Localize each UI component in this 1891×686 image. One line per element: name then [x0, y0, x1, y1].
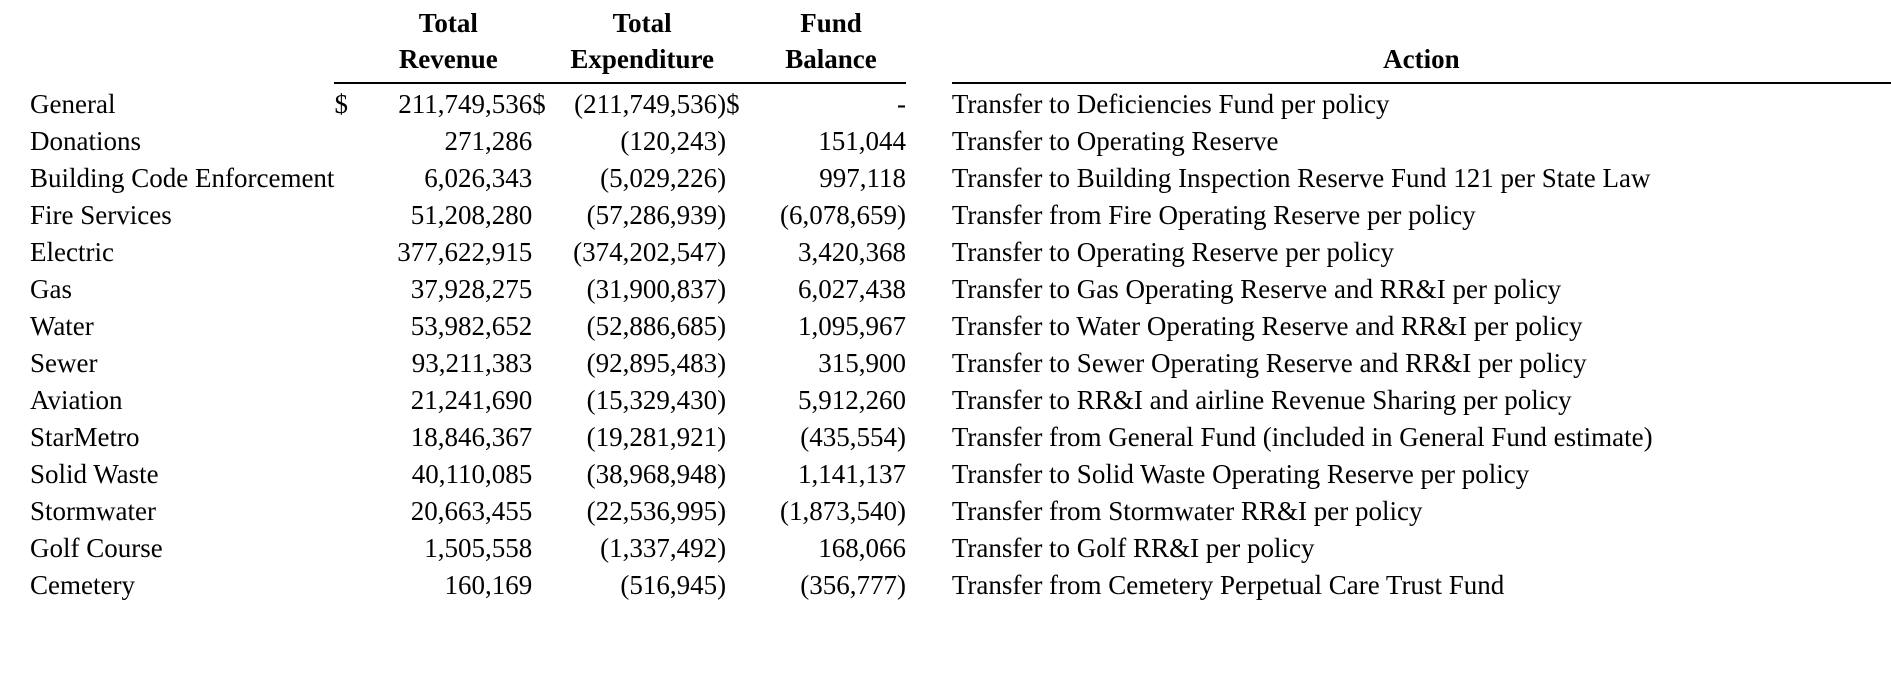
- header-fund-balance-line1: Fund: [800, 8, 862, 39]
- row-total-revenue: 20,663,455: [410, 496, 533, 527]
- row-balance-currency: [726, 491, 756, 528]
- header-fund-blank-2: [30, 40, 334, 76]
- row-fund-name: StarMetro: [30, 422, 140, 453]
- table-row: [30, 565, 1891, 602]
- row-total-revenue: 40,110,085: [411, 459, 533, 490]
- rule-expenditure: [558, 76, 726, 83]
- row-expenditure-currency: [532, 491, 558, 528]
- table-row: [30, 528, 1891, 565]
- row-total-expenditure: (92,895,483): [586, 348, 727, 379]
- table-row: [30, 417, 1891, 454]
- row-fund-name: Gas: [30, 274, 72, 305]
- header-total-expenditure-line1: Total: [612, 8, 672, 39]
- header-total-revenue-line1: Total: [418, 8, 478, 39]
- row-total-expenditure: (5,029,226): [600, 163, 727, 194]
- rule-revenue-currency: [334, 76, 364, 83]
- header-spacer-2: [906, 40, 952, 76]
- table-row: [30, 83, 1891, 121]
- row-action: Transfer to Building Inspection Reserve Fund 121 per State Law: [951, 163, 1651, 194]
- row-total-expenditure: (19,281,921): [586, 422, 727, 453]
- header-revenue-currency-blank: [334, 4, 364, 40]
- header-row-line1: [30, 4, 1891, 40]
- row-fund-balance: (6,078,659): [780, 200, 906, 231]
- row-balance-currency: [726, 158, 756, 195]
- row-revenue-currency: [334, 195, 364, 232]
- row-action: Transfer from Cemetery Perpetual Care Trust Fund: [951, 570, 1505, 601]
- row-fund-balance: (1,873,540): [780, 496, 906, 527]
- row-total-expenditure: (22,536,995): [586, 496, 727, 527]
- fund-balance-table: [30, 4, 1891, 602]
- row-total-revenue: 211,749,536: [398, 89, 533, 120]
- header-action: Action: [1383, 44, 1460, 75]
- row-total-expenditure: (1,337,492): [600, 533, 727, 564]
- row-revenue-currency: [334, 232, 364, 269]
- row-spacer: [906, 83, 952, 121]
- row-expenditure-currency: $: [532, 89, 546, 120]
- row-balance-currency: [726, 232, 756, 269]
- header-revenue-currency-blank-2: [334, 40, 364, 76]
- row-action: Transfer to Solid Waste Operating Reserve per policy: [951, 459, 1530, 490]
- row-total-expenditure: (120,243): [620, 126, 727, 157]
- header-action-blank: [952, 4, 1891, 40]
- row-total-revenue: 271,286: [444, 126, 533, 157]
- row-total-expenditure: (38,968,948): [586, 459, 727, 490]
- row-revenue-currency: [334, 158, 364, 195]
- row-fund-balance: (356,777): [800, 570, 906, 601]
- row-balance-currency: $: [726, 89, 740, 120]
- row-fund-balance: 315,900: [818, 348, 906, 379]
- row-total-expenditure: (31,900,837): [586, 274, 727, 305]
- row-expenditure-currency: [532, 306, 558, 343]
- rule-action: [952, 76, 1891, 83]
- row-spacer: [906, 454, 952, 491]
- rule-balance-currency: [726, 76, 756, 83]
- row-fund-name: General: [30, 89, 116, 120]
- row-fund-balance: 997,118: [819, 163, 906, 194]
- row-total-expenditure: (15,329,430): [586, 385, 727, 416]
- row-total-expenditure: (57,286,939): [586, 200, 727, 231]
- header-expenditure-currency-blank-2: [532, 40, 558, 76]
- table-row: [30, 158, 1891, 195]
- row-spacer: [906, 528, 952, 565]
- row-revenue-currency: [334, 491, 364, 528]
- header-total-expenditure-line2: Expenditure: [570, 44, 714, 75]
- rule-gap-spacer: [906, 76, 952, 83]
- row-spacer: [906, 269, 952, 306]
- row-action: Transfer from Stormwater RR&I per policy: [951, 496, 1423, 527]
- row-expenditure-currency: [532, 343, 558, 380]
- row-balance-currency: [726, 528, 756, 565]
- row-fund-balance: 1,095,967: [797, 311, 906, 342]
- row-fund-name: Fire Services: [30, 200, 172, 231]
- rule-expenditure-currency: [532, 76, 558, 83]
- row-balance-currency: [726, 417, 756, 454]
- row-expenditure-currency: [532, 195, 558, 232]
- row-spacer: [906, 565, 952, 602]
- row-fund-balance: 6,027,438: [797, 274, 906, 305]
- row-expenditure-currency: [532, 158, 558, 195]
- table-row: [30, 121, 1891, 158]
- table-row: [30, 491, 1891, 528]
- header-total-revenue-line2: Revenue: [398, 44, 498, 75]
- row-spacer: [906, 195, 952, 232]
- table-row: [30, 232, 1891, 269]
- row-spacer: [906, 158, 952, 195]
- row-fund-name: Stormwater: [30, 496, 156, 527]
- row-expenditure-currency: [532, 454, 558, 491]
- row-fund-name: Cemetery: [30, 570, 135, 601]
- row-revenue-currency: [334, 306, 364, 343]
- row-fund-name: Donations: [30, 126, 141, 157]
- row-fund-name: Electric: [30, 237, 114, 268]
- header-rule-row: [30, 76, 1891, 83]
- row-revenue-currency: [334, 269, 364, 306]
- row-total-expenditure: (516,945): [620, 570, 727, 601]
- row-action: Transfer from Fire Operating Reserve per policy: [951, 200, 1476, 231]
- table-body: [30, 4, 1891, 602]
- table-row: [30, 343, 1891, 380]
- row-total-revenue: 37,928,275: [410, 274, 533, 305]
- document-page: [0, 4, 1891, 686]
- row-fund-name: Water: [30, 311, 94, 342]
- row-expenditure-currency: [532, 565, 558, 602]
- row-balance-currency: [726, 195, 756, 232]
- row-fund-balance: 5,912,260: [797, 385, 906, 416]
- row-total-expenditure: (374,202,547): [573, 237, 727, 268]
- row-revenue-currency: [334, 454, 364, 491]
- table-row: [30, 269, 1891, 306]
- row-total-revenue: 18,846,367: [410, 422, 533, 453]
- row-total-revenue: 377,622,915: [397, 237, 533, 268]
- row-fund-balance: 1,141,137: [797, 459, 906, 490]
- row-fund-balance: -: [896, 89, 906, 120]
- row-spacer: [906, 232, 952, 269]
- row-balance-currency: [726, 121, 756, 158]
- row-fund-name: Golf Course: [30, 533, 163, 564]
- row-fund-balance: 168,066: [818, 533, 906, 564]
- row-total-revenue: 160,169: [444, 570, 533, 601]
- row-total-revenue: 21,241,690: [410, 385, 533, 416]
- row-action: Transfer from General Fund (included in General Fund estimate): [951, 422, 1653, 453]
- row-balance-currency: [726, 565, 756, 602]
- row-balance-currency: [726, 306, 756, 343]
- row-spacer: [906, 306, 952, 343]
- row-revenue-currency: $: [334, 89, 348, 120]
- row-expenditure-currency: [532, 528, 558, 565]
- row-total-revenue: 6,026,343: [424, 163, 533, 194]
- row-fund-balance: 3,420,368: [797, 237, 906, 268]
- row-fund-name: Sewer: [30, 348, 98, 379]
- header-fund-balance-line2: Balance: [785, 44, 877, 75]
- table-row: [30, 380, 1891, 417]
- row-fund-balance: (435,554): [800, 422, 906, 453]
- header-balance-currency-blank: [726, 4, 756, 40]
- row-expenditure-currency: [532, 232, 558, 269]
- row-action: Transfer to RR&I and airline Revenue Sharing per policy: [951, 385, 1572, 416]
- row-revenue-currency: [334, 121, 364, 158]
- rule-balance: [756, 76, 906, 83]
- row-balance-currency: [726, 269, 756, 306]
- header-row-line2: [30, 40, 1891, 76]
- row-spacer: [906, 343, 952, 380]
- row-total-revenue: 51,208,280: [410, 200, 533, 231]
- row-fund-balance: 151,044: [818, 126, 906, 157]
- row-expenditure-currency: [532, 269, 558, 306]
- row-action: Transfer to Deficiencies Fund per policy: [951, 89, 1390, 120]
- row-spacer: [906, 491, 952, 528]
- row-revenue-currency: [334, 343, 364, 380]
- row-revenue-currency: [334, 528, 364, 565]
- row-action: Transfer to Sewer Operating Reserve and RR&I per policy: [951, 348, 1587, 379]
- row-spacer: [906, 380, 952, 417]
- row-total-revenue: 53,982,652: [410, 311, 533, 342]
- row-revenue-currency: [334, 417, 364, 454]
- row-action: Transfer to Gas Operating Reserve and RR&I per policy: [951, 274, 1562, 305]
- row-total-expenditure: (211,749,536): [574, 89, 727, 120]
- table-row: [30, 454, 1891, 491]
- table-row: [30, 306, 1891, 343]
- row-action: Transfer to Operating Reserve per policy: [951, 237, 1394, 268]
- header-balance-currency-blank-2: [726, 40, 756, 76]
- row-expenditure-currency: [532, 380, 558, 417]
- row-total-expenditure: (52,886,685): [586, 311, 727, 342]
- row-action: Transfer to Golf RR&I per policy: [951, 533, 1315, 564]
- row-total-revenue: 93,211,383: [411, 348, 533, 379]
- row-action: Transfer to Operating Reserve: [951, 126, 1279, 157]
- row-total-revenue: 1,505,558: [424, 533, 533, 564]
- table-row: [30, 195, 1891, 232]
- row-revenue-currency: [334, 380, 364, 417]
- rule-gap-name: [30, 76, 334, 83]
- row-balance-currency: [726, 454, 756, 491]
- row-spacer: [906, 121, 952, 158]
- row-balance-currency: [726, 380, 756, 417]
- header-spacer-1: [906, 4, 952, 40]
- row-revenue-currency: [334, 565, 364, 602]
- row-action: Transfer to Water Operating Reserve and RR&I per policy: [951, 311, 1583, 342]
- row-fund-name: Solid Waste: [30, 459, 159, 490]
- row-balance-currency: [726, 343, 756, 380]
- row-expenditure-currency: [532, 417, 558, 454]
- header-fund-blank: [30, 4, 334, 40]
- header-expenditure-currency-blank: [532, 4, 558, 40]
- row-fund-name: Building Code Enforcement: [30, 163, 335, 194]
- row-fund-name: Aviation: [30, 385, 123, 416]
- rule-revenue: [364, 76, 532, 83]
- row-expenditure-currency: [532, 121, 558, 158]
- row-spacer: [906, 417, 952, 454]
